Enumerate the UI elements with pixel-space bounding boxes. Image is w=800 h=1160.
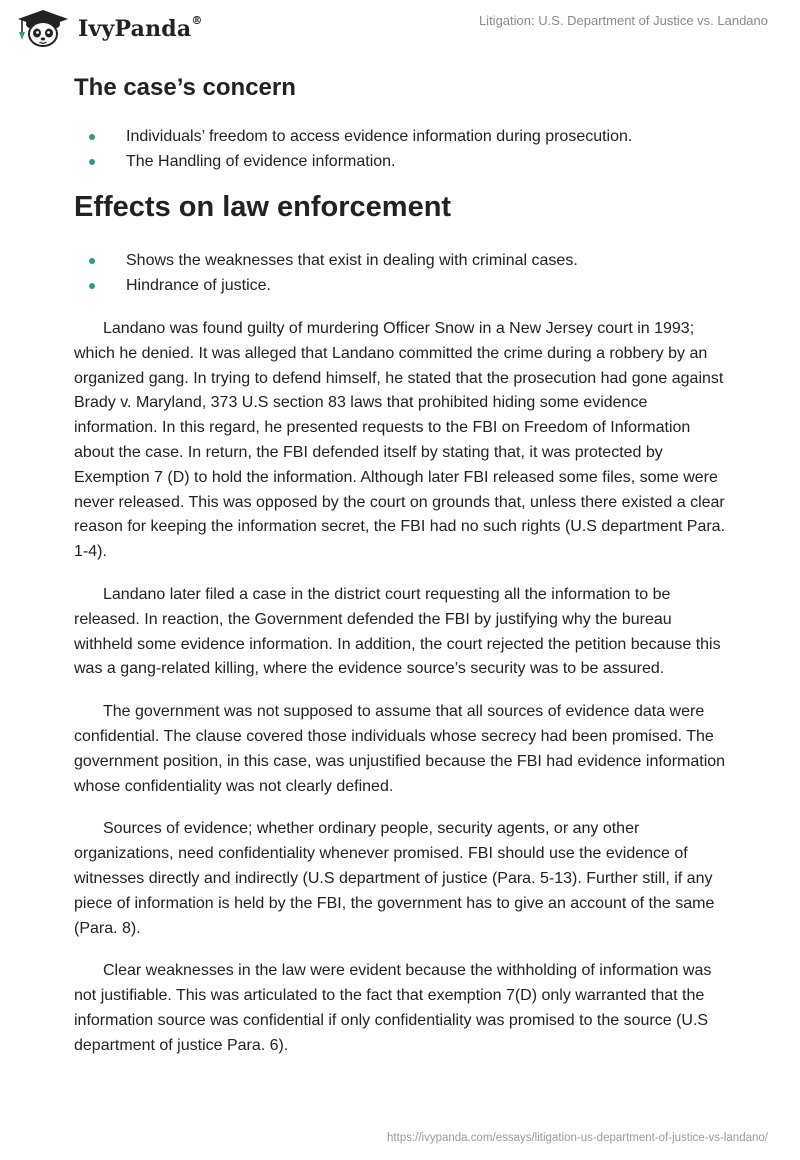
essay-content bbox=[74, 72, 726, 1059]
effects-heading: Effects on law enforcement bbox=[74, 191, 452, 223]
paragraph: Clear weaknesses in the law were evident because the withholding of information was not justifiable. This was articulated to the fact that exemption 7(D) only warranted that the information source was confidential if only confidentiality was promised to the source (U.S department of justice Para. 6). bbox=[74, 962, 712, 1054]
paragraph: The government was not supposed to assume that all sources of evidence data were confidential. The clause covered those individuals whose secrecy had been promised. The government position, in this case, was unjustified because the FBI had evidence information whose confidentiality was not clearly defined. bbox=[74, 703, 726, 795]
list-item: The Handling of evidence information. bbox=[74, 149, 726, 174]
list-item: Individuals’ freedom to access evidence information during prosecution. bbox=[74, 124, 726, 149]
ivypanda-logo[interactable] bbox=[14, 10, 203, 48]
bullet-icon bbox=[89, 258, 95, 264]
paragraph: Landano later filed a case in the district court requesting all the information to be released. In reaction, the Government defended the FBI by justifying why the bureau withheld some evidence information. In addition, the court rejected the petition because this was a gang-related killing, where the evidence source’s security was to be assured. bbox=[74, 585, 721, 678]
panda-graduate-logo-icon bbox=[14, 10, 72, 48]
registered-mark: ® bbox=[191, 14, 203, 27]
page-header bbox=[0, 0, 800, 64]
document-title: Litigation: U.S. Department of Justice vs. Landano bbox=[478, 13, 768, 28]
bullet-icon bbox=[89, 159, 95, 165]
list-item: Hindrance of justice. bbox=[74, 273, 726, 298]
effects-list bbox=[74, 248, 726, 298]
paragraph: Sources of evidence; whether ordinary people, security agents, or any other organizations, need confidentiality whenever promised. FBI should use the evidence of witnesses directly and indirectly (U.S department of justice (Para. 5-13). Further still, if any piece of information is held by the FBI, the government has to give an account of the same (Para. 8). bbox=[74, 820, 715, 937]
bullet-icon bbox=[89, 134, 95, 140]
concern-heading: The case’s concern bbox=[74, 74, 296, 101]
source-url-link[interactable]: https://ivypanda.com/essays/litigation-us-department-of-justice-vs-landano/ bbox=[387, 1132, 768, 1144]
paragraph: Landano was found guilty of murdering Officer Snow in a New Jersey court in 1993; which he denied. It was alleged that Landano committed the crime during a robbery by an organized gang. In trying to defend himself, he stated that the prosecution had gone against Brady v. Maryland, 373 U.S section 83 laws that prohibited hiding some evidence information. In this regard, he presented requests to the FBI on Freedom of Information about the case. In return, the FBI defended itself by stating that, it was protected by Exemption 7 (D) to hold the information. Although later FBI released some files, some were never released. This was opposed by the court on grounds that, unless there existed a clear reason for keeping the information secret, the FBI had no such rights (U.S department Para. 1-4). bbox=[74, 320, 726, 561]
brand-name: IvyPanda® bbox=[78, 14, 203, 42]
concern-list bbox=[74, 124, 726, 174]
bullet-icon bbox=[89, 283, 95, 289]
list-item: Shows the weaknesses that exist in dealing with criminal cases. bbox=[74, 248, 726, 273]
